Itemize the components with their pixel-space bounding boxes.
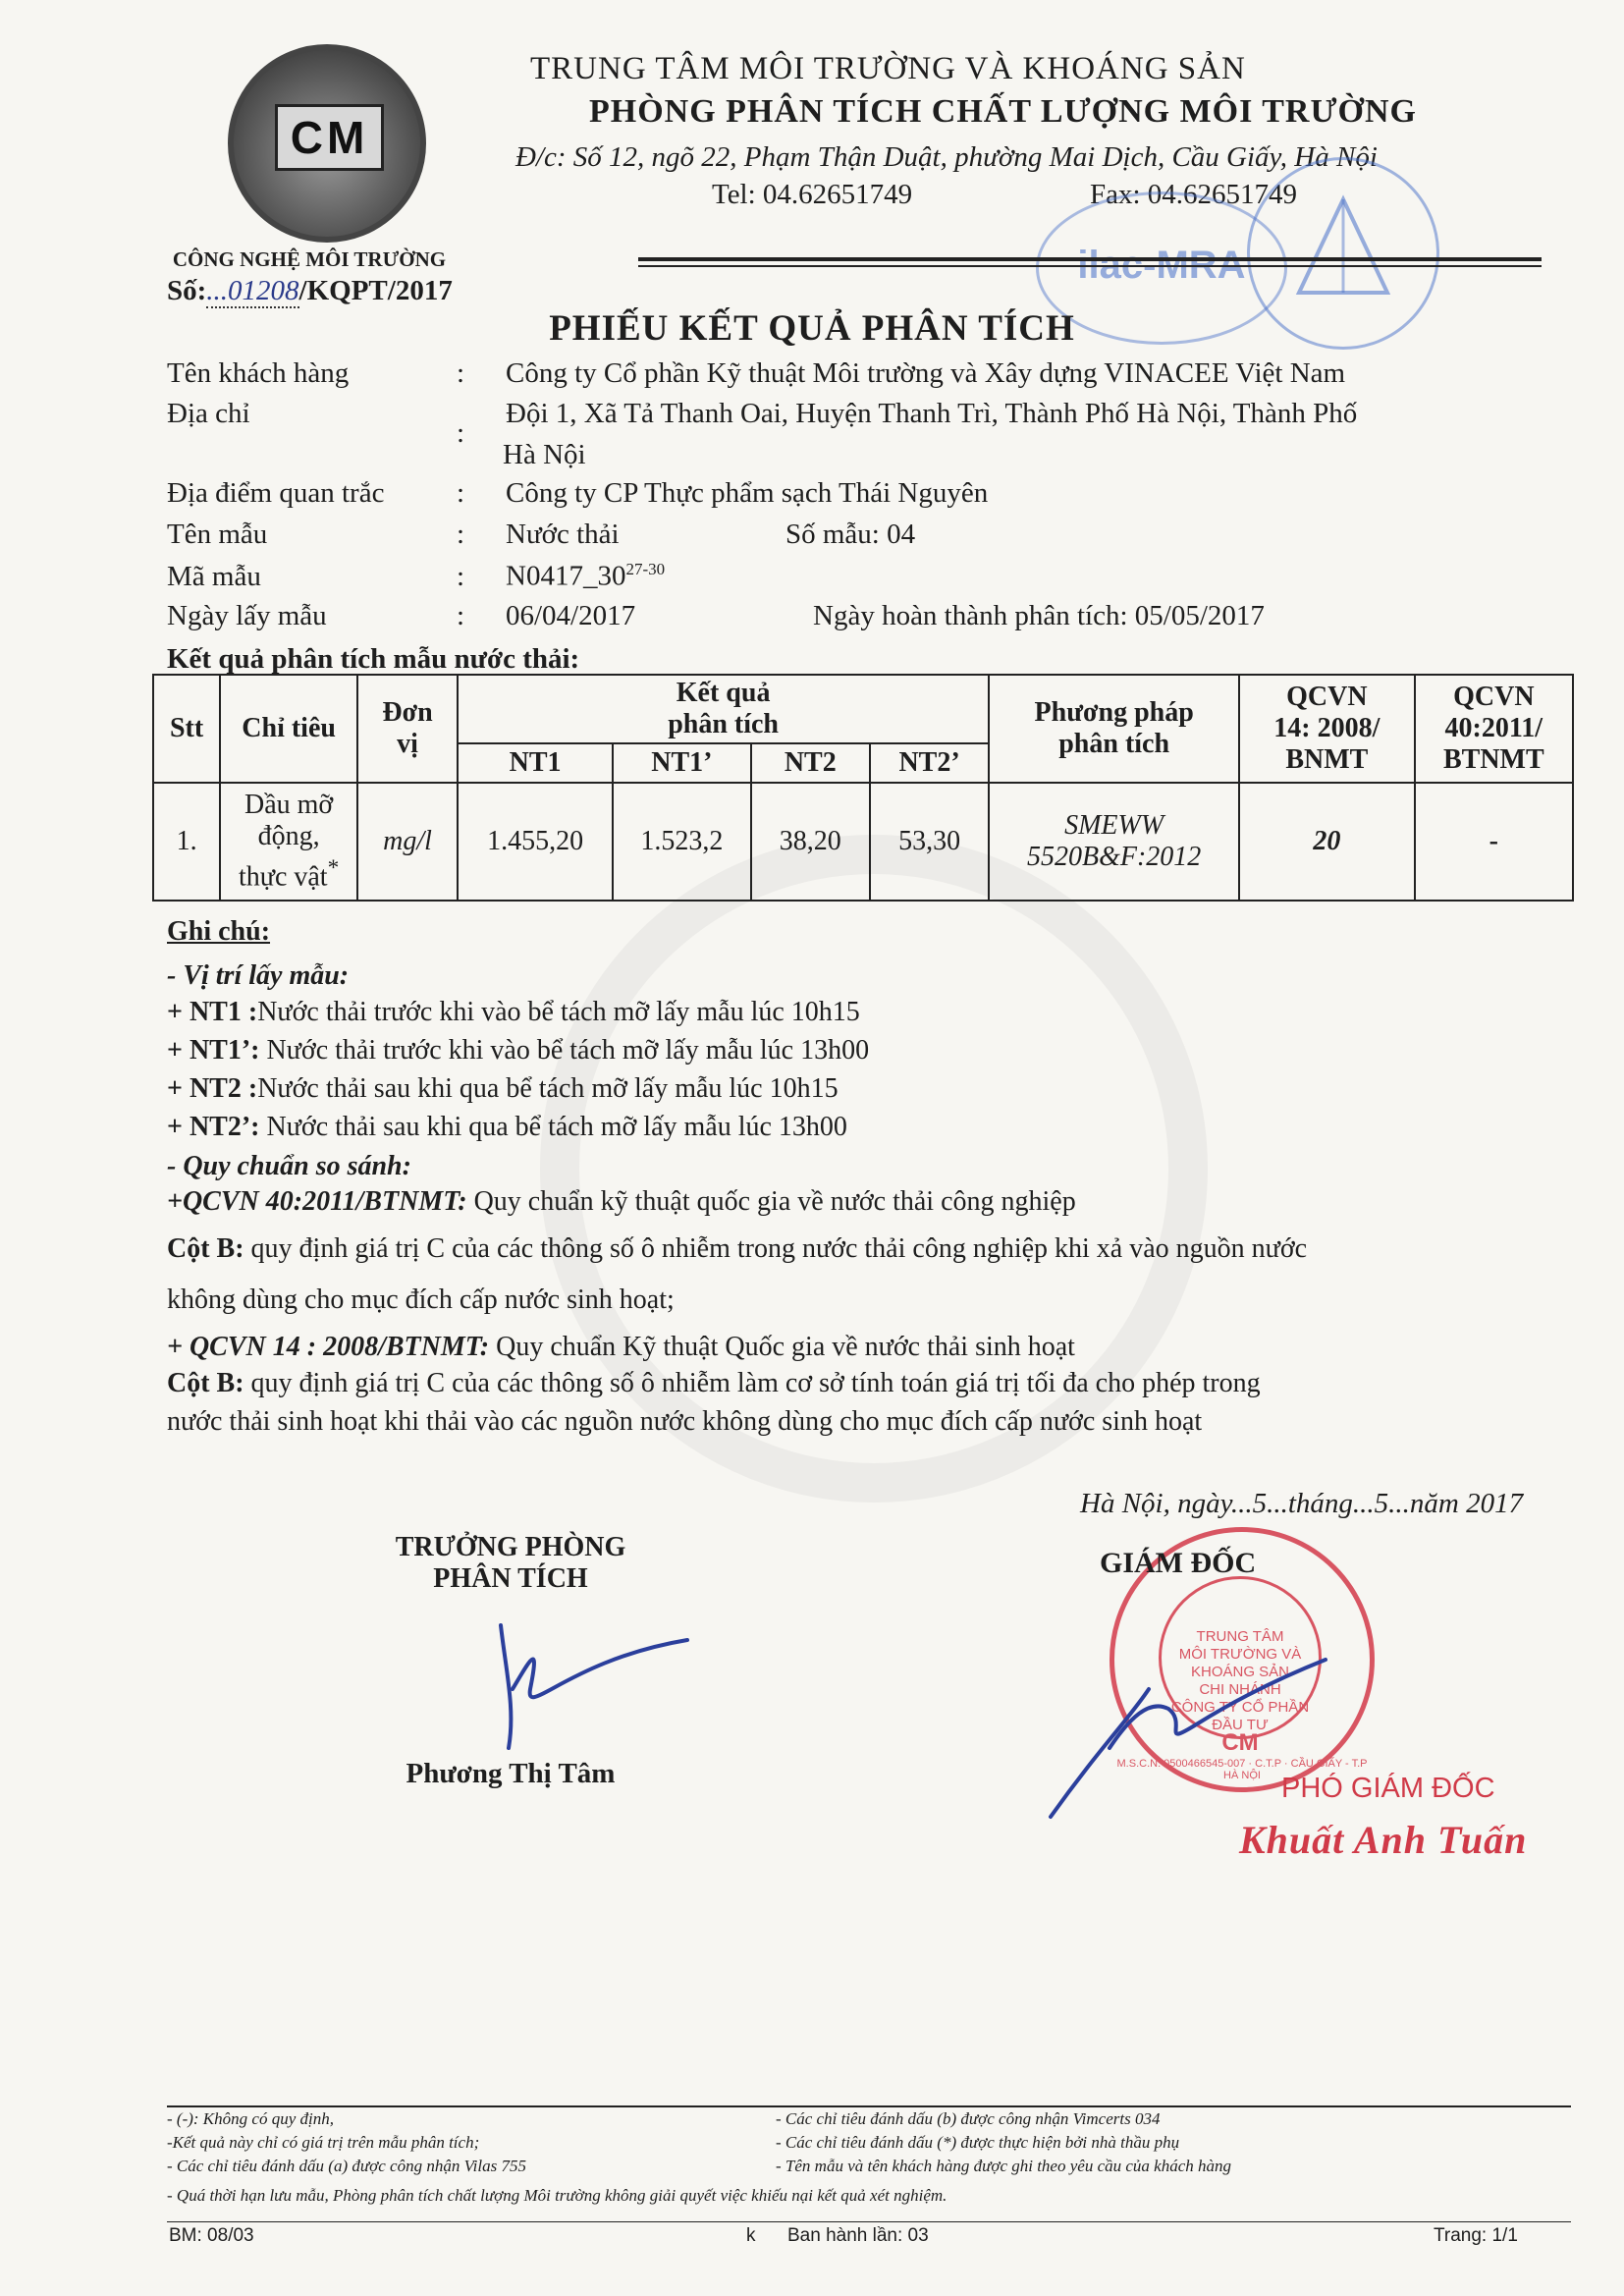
header-nt1: NT1 — [458, 743, 613, 783]
footer-mark: k — [746, 2225, 756, 2246]
doc-number-handwritten: ...01208 — [206, 275, 299, 306]
logo-caption: CÔNG NGHỆ MÔI TRƯỜNG — [172, 247, 447, 271]
department-name: PHÒNG PHÂN TÍCH CHẤT LƯỢNG MÔI TRƯỜNG — [589, 93, 1417, 130]
info-row-sample-name — [167, 519, 620, 551]
note-location-item: + NT2’: Nước thải sau khi qua bể tách mỡ lấy mẫu lúc 13h00 — [167, 1112, 847, 1142]
sample-code-value: N0417_30 — [506, 560, 626, 592]
header-nt2p: NT2’ — [870, 743, 989, 783]
row-qcvn14: 20 — [1239, 783, 1415, 901]
footer-note: -Kết quả này chỉ có giá trị trên mẫu phân tích; — [167, 2133, 480, 2152]
doc-number-label: Số: — [167, 275, 207, 306]
completion-date: Ngày hoàn thành phân tích: 05/05/2017 — [813, 600, 1265, 631]
header-rule — [638, 257, 1542, 261]
note-cotb-industrial: Cột B: quy định giá trị C của các thông số ô nhiễm trong nước thải công nghiệp khi xả vào nguồn nước — [167, 1233, 1308, 1264]
date-value: 06/04/2017 — [506, 600, 636, 631]
colon: : — [457, 600, 465, 631]
doc-number-suffix: /KQPT/2017 — [298, 275, 453, 306]
footer-note: - Các chỉ tiêu đánh dấu (b) được công nhận Vimcerts 034 — [776, 2109, 1161, 2128]
right-signatory-title: GIÁM ĐỐC — [1100, 1547, 1257, 1579]
logo-text: CM — [275, 104, 384, 171]
colon: : — [457, 560, 465, 592]
address-label: Địa chỉ — [167, 398, 250, 429]
customer-value: Công ty Cổ phần Kỹ thuật Môi trường và Xây dựng VINACEE Việt Nam — [506, 357, 1346, 389]
document-title: PHIẾU KẾT QUẢ PHÂN TÍCH — [549, 308, 1075, 349]
seal-text: TRUNG TÂM MÔI TRƯỜNG VÀ KHOÁNG SẢN CHI NHÁNH CÔNG TY CỔ PHẦN ĐẦU TƯ CM — [1170, 1628, 1310, 1756]
site-value: Công ty CP Thực phẩm sạch Thái Nguyên — [506, 477, 989, 509]
company-logo — [206, 44, 452, 231]
background-watermark — [540, 835, 1208, 1503]
left-signatory-name: Phương Thị Tâm — [406, 1758, 616, 1789]
note-cotb-domestic-cont: nước thải sinh hoạt khi thải vào các nguồn nước không dùng cho mục đích cấp nước sinh hoạt — [167, 1406, 1203, 1437]
footer-note: - Các chỉ tiêu đánh dấu (*) được thực hiện bởi nhà thầu phụ — [776, 2133, 1180, 2152]
left-signatory-title: TRƯỞNG PHÒNG PHÂN TÍCH — [395, 1532, 626, 1594]
footer-note: - Tên mẫu và tên khách hàng được ghi theo yêu cầu của khách hàng — [776, 2157, 1231, 2175]
logo-emblem — [228, 44, 426, 243]
issue-number: Ban hành lần: 03 — [787, 2225, 929, 2246]
sample-name-value: Nước thải — [506, 519, 620, 550]
org-fax: Fax: 04.62651749 — [1090, 179, 1298, 210]
table-header-row — [153, 675, 1573, 743]
info-row-sample-code — [167, 560, 665, 593]
sample-code-label: Mã mẫu — [167, 560, 261, 592]
document-number — [167, 275, 453, 307]
row-unit: mg/l — [357, 783, 458, 901]
note-qcvn14: + QCVN 14 : 2008/BTNMT: Quy chuẩn Kỹ thuật Quốc gia về nước thải sinh hoạt — [167, 1332, 1075, 1362]
note-location-item: + NT1 :Nước thải trước khi vào bể tách mỡ lấy mẫu lúc 10h15 — [167, 997, 860, 1027]
left-signature — [461, 1601, 697, 1758]
note-cotb-industrial-cont: không dùng cho mục đích cấp nước sinh hoạt; — [167, 1285, 675, 1315]
colon: : — [457, 477, 465, 509]
footer-rule — [167, 2105, 1571, 2107]
info-row-address — [167, 398, 1357, 430]
customer-label: Tên khách hàng — [167, 357, 350, 389]
address-value-line2: Hà Nội — [503, 439, 586, 470]
header-qcvn14: QCVN 14: 2008/ BNMT — [1239, 675, 1415, 783]
sample-count: Số mẫu: 04 — [785, 519, 916, 550]
row-indicator: Dầu mỡ động, thực vật* — [220, 783, 357, 901]
header-nt1p: NT1’ — [613, 743, 750, 783]
row-nt1p: 1.523,2 — [613, 783, 750, 901]
notes-heading: Ghi chú: — [167, 916, 271, 947]
header-stt: Stt — [153, 675, 220, 783]
info-row-date — [167, 600, 635, 632]
note-location-item: + NT1’: Nước thải trước khi vào bể tách mỡ lấy mẫu lúc 13h00 — [167, 1035, 870, 1066]
site-label: Địa điểm quan trắc — [167, 477, 385, 509]
org-name: TRUNG TÂM MÔI TRƯỜNG VÀ KHOÁNG SẢN — [530, 51, 1246, 86]
org-address: Đ/c: Số 12, ngõ 22, Phạm Thận Duật, phường Mai Dịch, Cầu Giấy, Hà Nội — [515, 141, 1378, 173]
note-location-item: + NT2 :Nước thải sau khi qua bể tách mỡ lấy mẫu lúc 10h15 — [167, 1073, 839, 1104]
colon: : — [457, 417, 465, 449]
seal-ring-text: M.S.C.N: 0500466545-007 · C.T.P · CẦU GIẤY - T.P HÀ NỘI — [1116, 1758, 1368, 1781]
footer-note: - Quá thời hạn lưu mẫu, Phòng phân tích chất lượng Môi trường không giải quyết việc khiếu nại kết quả xét nghiệm. — [167, 2186, 947, 2205]
address-value-line1: Đội 1, Xã Tả Thanh Oai, Huyện Thanh Trì, Thành Phố Hà Nội, Thành Phố — [506, 398, 1358, 429]
row-nt2p: 53,30 — [870, 783, 989, 901]
page-number: Trang: 1/1 — [1434, 2225, 1518, 2246]
footer-note: - Các chỉ tiêu đánh dấu (a) được công nhận Vilas 755 — [167, 2157, 526, 2175]
info-row-customer — [167, 357, 1345, 390]
sample-name-label: Tên mẫu — [167, 519, 268, 550]
standard-heading: - Quy chuẩn so sánh: — [167, 1151, 411, 1181]
header-qcvn40: QCVN 40:2011/ BTNMT — [1415, 675, 1573, 783]
note-cotb-domestic: Cột B: quy định giá trị C của các thông số ô nhiễm làm cơ sở tính toán giá trị tối đa cho phép trong — [167, 1368, 1261, 1398]
ilac-accreditation-badge: ilac-MRA — [1036, 191, 1287, 345]
note-qcvn40: +QCVN 40:2011/BTNMT: Quy chuẩn kỹ thuật quốc gia về nước thải công nghiệp — [167, 1186, 1076, 1217]
header-rule-thin — [638, 265, 1542, 267]
colon: : — [457, 519, 465, 550]
row-nt1: 1.455,20 — [458, 783, 613, 901]
sample-code-range: 27-30 — [625, 560, 666, 578]
place-date: Hà Nội, ngày...5...tháng...5...năm 2017 — [1080, 1488, 1524, 1519]
location-heading: - Vị trí lấy mẫu: — [167, 960, 350, 991]
info-row-site — [167, 477, 988, 510]
header-nt2: NT2 — [751, 743, 870, 783]
table-row — [153, 783, 1573, 901]
row-nt2: 38,20 — [751, 783, 870, 901]
row-method: SMEWW 5520B&F:2012 — [989, 783, 1239, 901]
footer-bottom-rule — [167, 2221, 1571, 2222]
deputy-director-name: Khuất Anh Tuấn — [1239, 1818, 1528, 1862]
footer-note: - (-): Không có quy định, — [167, 2109, 334, 2128]
form-code: BM: 08/03 — [169, 2225, 254, 2246]
deputy-director-title: PHÓ GIÁM ĐỐC — [1281, 1773, 1495, 1804]
results-heading: Kết quả phân tích mẫu nước thải: — [167, 643, 580, 675]
date-label: Ngày lấy mẫu — [167, 600, 327, 631]
row-stt: 1. — [153, 783, 220, 901]
colon: : — [457, 357, 465, 389]
header-unit: Đơn vị — [357, 675, 458, 783]
org-tel: Tel: 04.62651749 — [712, 179, 913, 210]
header-indicator: Chỉ tiêu — [220, 675, 357, 783]
results-table — [152, 674, 1574, 902]
header-method: Phương pháp phân tích — [989, 675, 1239, 783]
header-result: Kết quả phân tích — [458, 675, 989, 743]
row-qcvn40: - — [1415, 783, 1573, 901]
